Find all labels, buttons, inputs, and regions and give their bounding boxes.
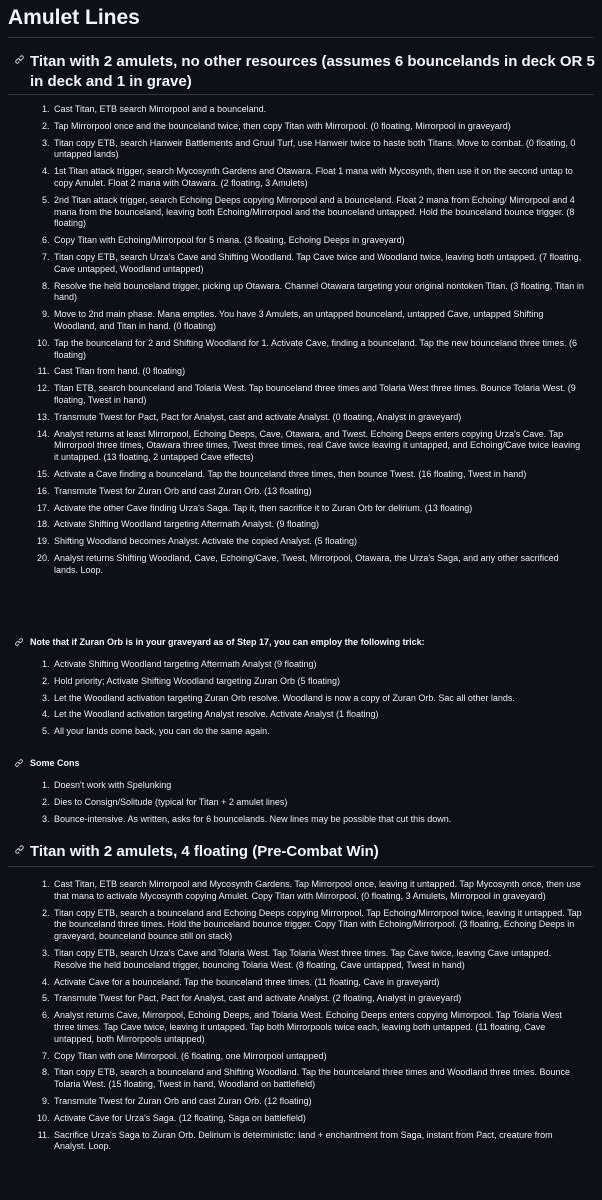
list-item: 2. Tap Mirrorpool once and the bounceland twice, then copy Titan with Mirrorpool. (0 floating, Mirrorpool in graveyard) bbox=[52, 121, 584, 133]
cons-heading bbox=[14, 757, 596, 769]
note-steps bbox=[38, 659, 584, 743]
anchor-link-icon[interactable] bbox=[14, 758, 24, 768]
list-item: 12. Titan ETB, search bounceland and Tolaria West. Tap bounceland three times and Tolaria West three times. Bounce Tolaria West. (9 floating, Twest in hand) bbox=[52, 383, 584, 407]
list-item: 11. Cast Titan from hand. (0 floating) bbox=[52, 366, 584, 378]
list-item: 4. Let the Woodland activation targeting Analyst resolve. Activate Analyst (1 floating) bbox=[52, 709, 584, 721]
section1-title: Titan with 2 amulets, no other resources (assumes 6 bouncelands in deck OR 5 in deck and 1 in grave) bbox=[30, 53, 595, 90]
list-item: 1. Activate Shifting Woodland targeting Aftermath Analyst (9 floating) bbox=[52, 659, 584, 671]
anchor-link-icon[interactable] bbox=[14, 54, 25, 65]
list-item: 19. Shifting Woodland becomes Analyst. Activate the copied Analyst. (5 floating) bbox=[52, 536, 584, 548]
list-item: 3. Bounce-intensive. As written, asks for 6 bouncelands. New lines may be possible that cut this down. bbox=[52, 814, 584, 826]
list-item: 17. Activate the other Cave finding Urza's Saga. Tap it, then sacrifice it to Zuran Orb for delirium. (13 floating) bbox=[52, 503, 584, 515]
list-item: 15. Activate a Cave finding a bounceland. Tap the bounceland three times, then bounce Twest. (16 floating, Twest in hand) bbox=[52, 469, 584, 481]
list-item: 13. Transmute Twest for Pact, Pact for Analyst, cast and activate Analyst. (0 floating, Analyst in graveyard) bbox=[52, 412, 584, 424]
list-item: 5. Transmute Twest for Pact, Pact for Analyst, cast and activate Analyst. (2 floating, Analyst in graveyard) bbox=[52, 993, 584, 1005]
anchor-link-icon[interactable] bbox=[14, 844, 25, 855]
section1-divider bbox=[8, 94, 594, 95]
list-item: 2. Dies to Consign/Solitude (typical for Titan + 2 amulet lines) bbox=[52, 797, 584, 809]
list-item: 8. Resolve the held bounceland trigger, picking up Otawara. Channel Otawara targeting your original nontoken Titan. (3 floating, Titan in hand) bbox=[52, 281, 584, 305]
list-item: 5. All your lands come back, you can do the same again. bbox=[52, 726, 584, 738]
section1-steps bbox=[38, 104, 584, 582]
list-item: 7. Copy Titan with one Mirrorpool. (6 floating, one Mirrorpool untapped) bbox=[52, 1051, 584, 1063]
list-item: 20. Analyst returns Shifting Woodland, Cave, Echoing/Cave, Twest, Mirrorpool, Otawara, the Urza's Saga, and any other sacrificed lands. Loop. bbox=[52, 553, 584, 577]
list-item: 2. Titan copy ETB, search a bounceland and Echoing Deeps copying Mirrorpool. Tap Echoing/Mirrorpool twice, leaving it untapped. Tap the bounceland three times. Hold the bounceland bounce trigger. Copy Titan with Echoing/Mirrorpool. (3 floating, Echoing Deeps in graveyard, bounceland bounce still on stack) bbox=[52, 908, 584, 943]
list-item: 14. Analyst returns at least Mirrorpool, Echoing Deeps, Cave, Otawara, and Twest. Echoing Deeps enters copying Urza's Cave. Tap Mirrorpool three times, Otawara three times, Twest three times, real Cave twice leaving it untapped, and Echoing/Cave twice leaving it untapped. (13 floating, 2 untapped Cave effects) bbox=[52, 429, 584, 464]
title-divider bbox=[8, 37, 594, 38]
note-title: Note that if Zuran Orb is in your graveyard as of Step 17, you can employ the following trick: bbox=[30, 637, 425, 647]
section2-steps bbox=[38, 879, 584, 1158]
list-item: 3. Let the Woodland activation targeting Zuran Orb resolve. Woodland is now a copy of Zuran Orb. Sac all other lands. bbox=[52, 693, 584, 705]
section2-heading bbox=[14, 842, 596, 862]
page-title: Amulet Lines bbox=[8, 6, 140, 29]
anchor-link-icon[interactable] bbox=[14, 637, 24, 647]
list-item: 3. Titan copy ETB, search Urza's Cave and Tolaria West. Tap Tolaria West three times. Tap Cave twice, leaving Cave untapped. Resolve the held bounceland trigger, bouncing Tolaria West. (8 floating, Cave untapped, Twest in hand) bbox=[52, 948, 584, 972]
list-item: 1. Doesn't work with Spelunking bbox=[52, 780, 584, 792]
section2-divider bbox=[8, 866, 594, 867]
list-item: 16. Transmute Twest for Zuran Orb and cast Zuran Orb. (13 floating) bbox=[52, 486, 584, 498]
list-item: 7. Titan copy ETB, search Urza's Cave and Shifting Woodland. Tap Cave twice and Woodland twice, leaving both untapped. (7 floating, Cave untapped, Woodland untapped) bbox=[52, 252, 584, 276]
section1-heading bbox=[14, 52, 596, 92]
list-item: 4. Activate Cave for a bounceland. Tap the bounceland three times. (11 floating, Cave in graveyard) bbox=[52, 977, 584, 989]
list-item: 1. Cast Titan, ETB search Mirrorpool and Mycosynth Gardens. Tap Mirrorpool once, leaving it untapped. Tap Mycosynth once, then use that mana to activate Mycosynth copying Amulet. Copy Titan with Mirrorpool. (0 floating, 3 Amulets, Mirrorpool in graveyard) bbox=[52, 879, 584, 903]
list-item: 9. Move to 2nd main phase. Mana empties. You have 3 Amulets, an untapped bounceland, untapped Cave, untapped Shifting Woodland, and Titan in hand. (0 floating) bbox=[52, 309, 584, 333]
list-item: 11. Sacrifice Urza's Saga to Zuran Orb. Delirium is deterministic: land + enchantment from Saga, instant from Pact, creature from Analyst. Loop. bbox=[52, 1130, 584, 1154]
section2-title: Titan with 2 amulets, 4 floating (Pre-Combat Win) bbox=[30, 843, 379, 860]
list-item: 6. Analyst returns Cave, Mirrorpool, Echoing Deeps, and Tolaria West. Echoing Deeps enters copying Mirrorpool. Tap Tolaria West three times. Tap Cave twice, leaving it untapped. Tap both Mirrorpools twice each, leaving both untapped. (11 floating, Cave untapped, both Mirrorpools untapped) bbox=[52, 1010, 584, 1045]
list-item: 9. Transmute Twest for Zuran Orb and cast Zuran Orb. (12 floating) bbox=[52, 1096, 584, 1108]
list-item: 2. Hold priority; Activate Shifting Woodland targeting Zuran Orb (5 floating) bbox=[52, 676, 584, 688]
list-item: 6. Copy Titan with Echoing/Mirrorpool for 5 mana. (3 floating, Echoing Deeps in graveyard) bbox=[52, 235, 584, 247]
list-item: 8. Titan copy ETB, search a bounceland and Shifting Woodland. Tap the bounceland three times and Woodland three times. Bounce Tolaria West. (15 floating, Twest in hand, Woodland on battlefield) bbox=[52, 1067, 584, 1091]
list-item: 18. Activate Shifting Woodland targeting Aftermath Analyst. (9 floating) bbox=[52, 519, 584, 531]
list-item: 3. Titan copy ETB, search Hanweir Battlements and Gruul Turf, use Hanweir twice to haste both Titans. Move to combat. (0 floating, 0 untapped lands) bbox=[52, 138, 584, 162]
list-item: 5. 2nd Titan attack trigger, search Echoing Deeps copying Mirrorpool and a bounceland. Float 2 mana from Echoing/ Mirrorpool and 4 mana from the bounceland, leaving both Echoing/Mirrorpool and the bounceland untapped. Hold the bounceland bounce trigger. (8 floating) bbox=[52, 195, 584, 230]
cons-title: Some Cons bbox=[30, 758, 80, 768]
list-item: 4. 1st Titan attack trigger, search Mycosynth Gardens and Otawara. Float 1 mana with Mycosynth, then use it on the second untap to copy Amulet. Float 2 mana with Otawara. (2 floating, 3 Amulets) bbox=[52, 166, 584, 190]
cons-steps bbox=[38, 780, 584, 830]
note-heading bbox=[14, 636, 596, 648]
list-item: 10. Activate Cave for Urza's Saga. (12 floating, Saga on battlefield) bbox=[52, 1113, 584, 1125]
list-item: 1. Cast Titan, ETB search Mirrorpool and a bounceland. bbox=[52, 104, 584, 116]
list-item: 10. Tap the bounceland for 2 and Shifting Woodland for 1. Activate Cave, finding a bounceland. Tap the new bounceland three times. (6 floating) bbox=[52, 338, 584, 362]
